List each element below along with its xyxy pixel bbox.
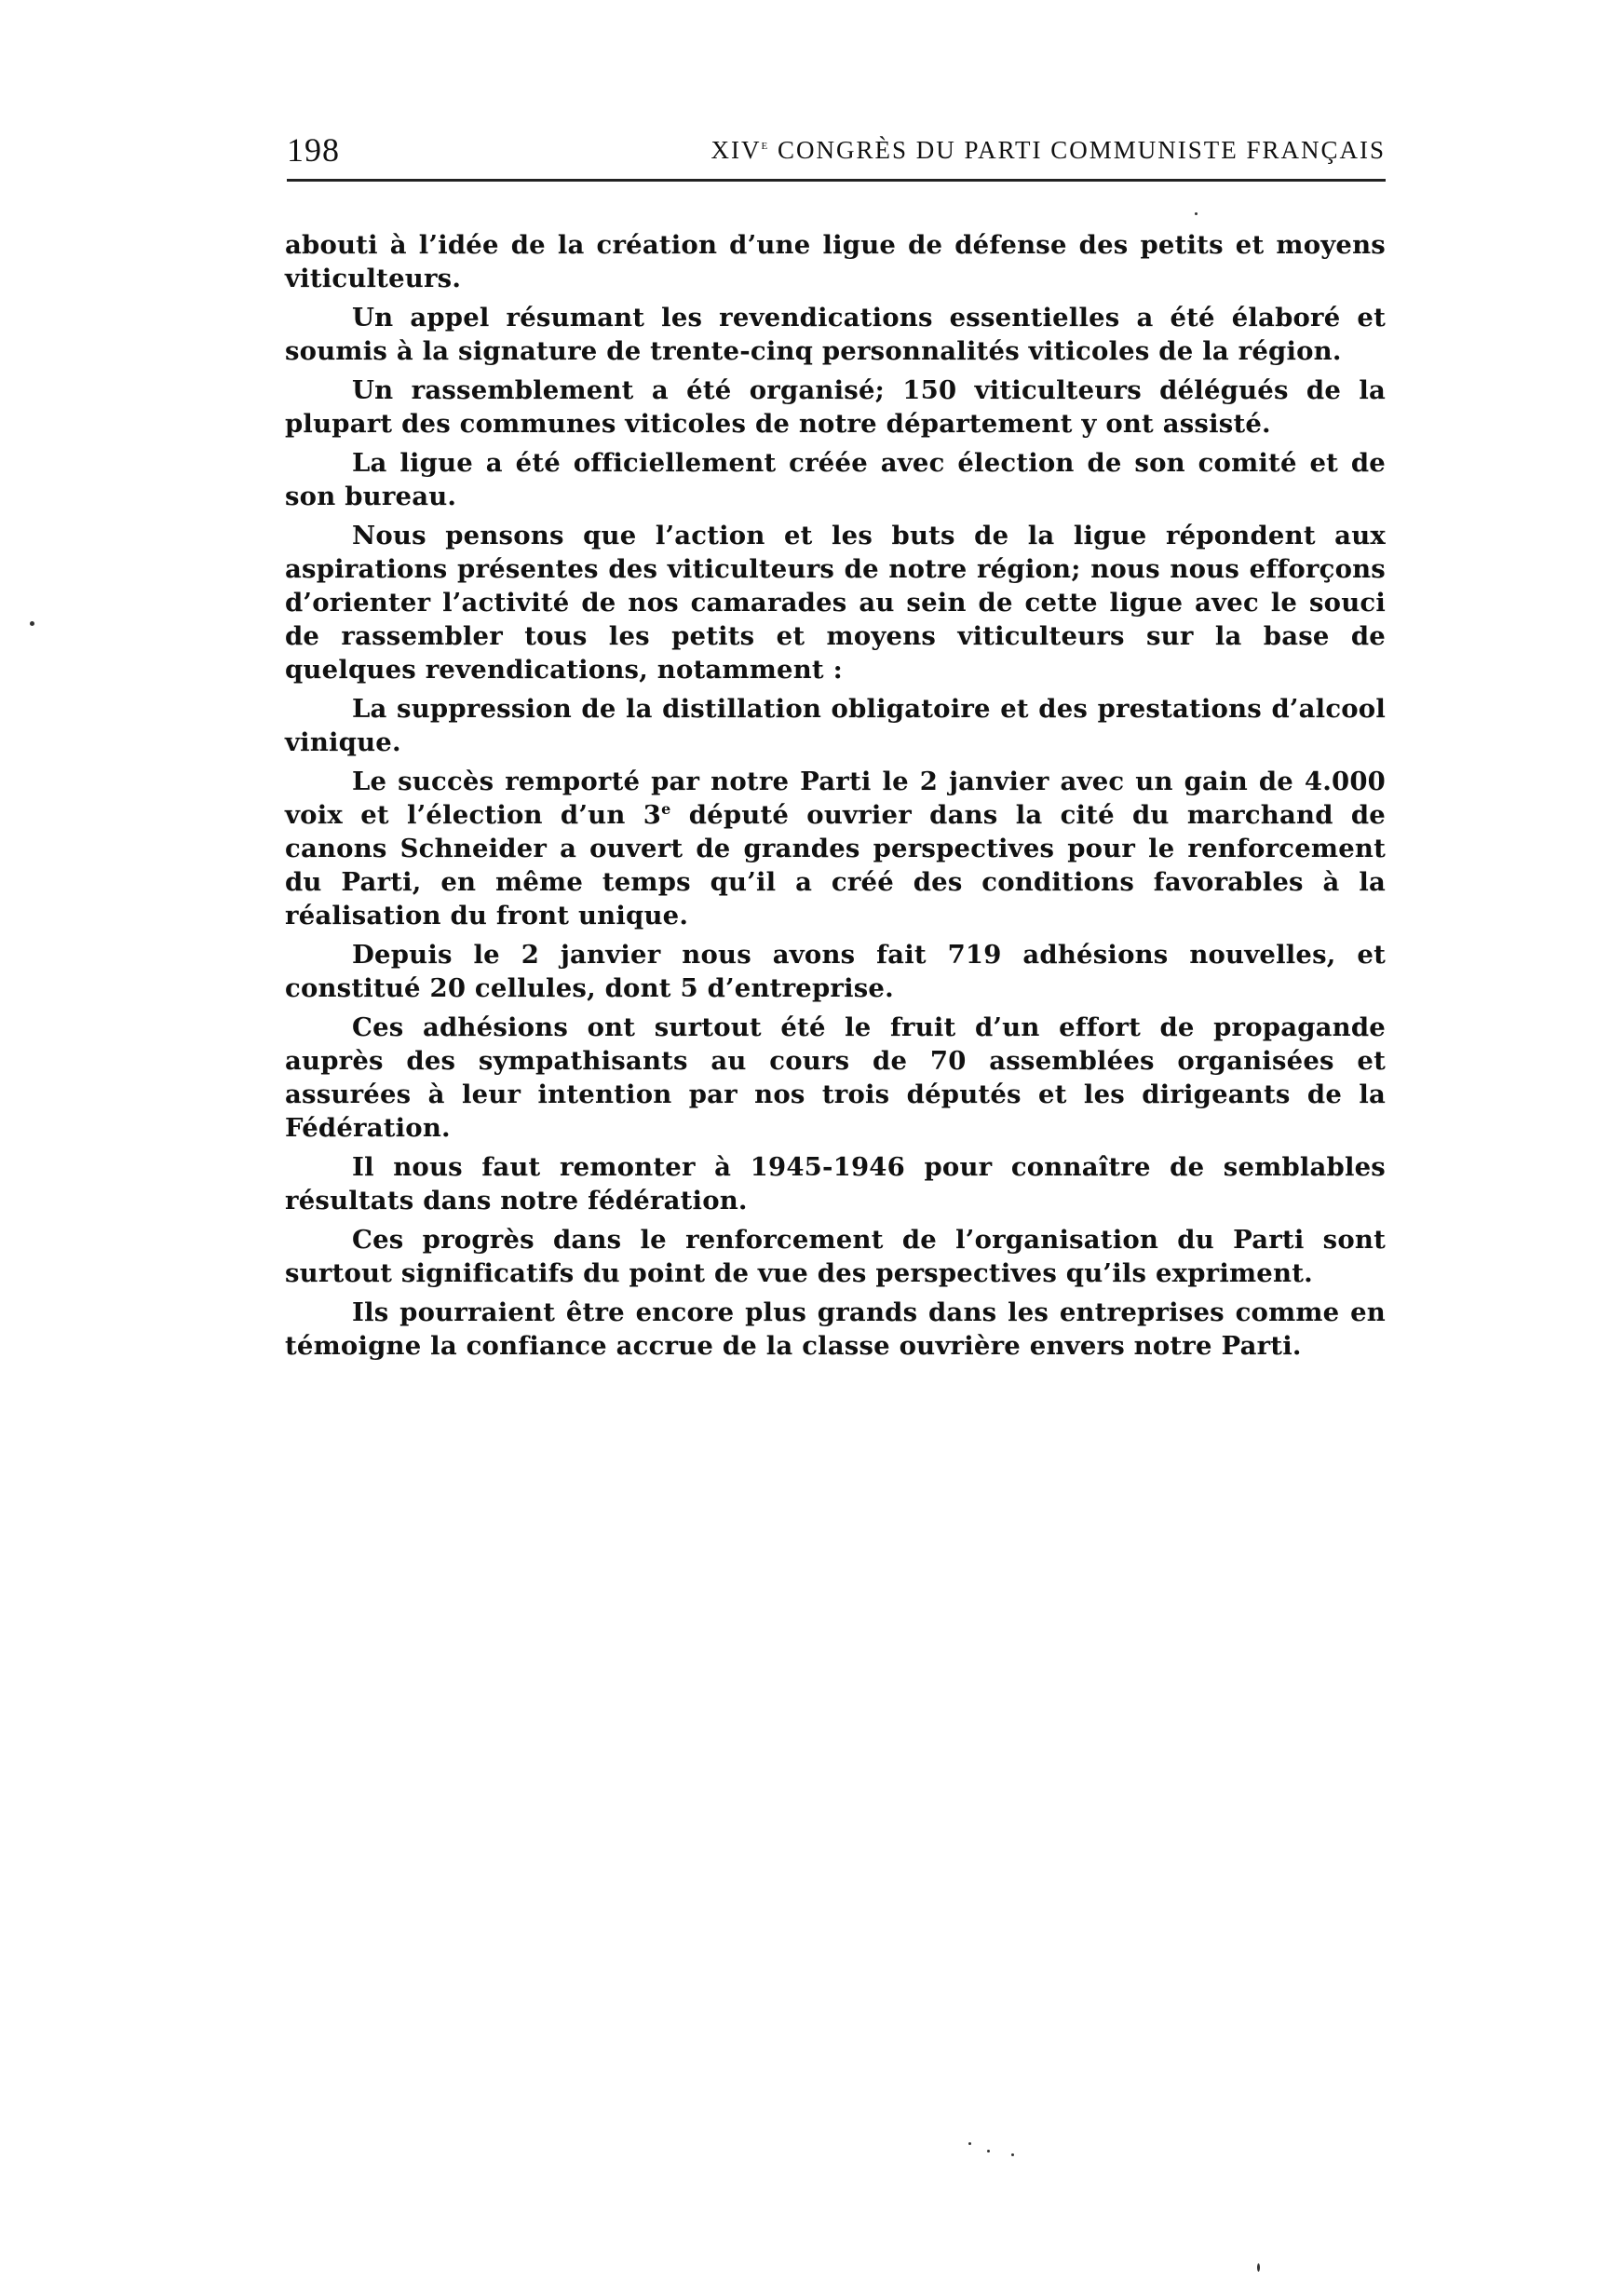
paragraph-part: Le succès remporté par notre Parti le 2 janvier avec un gain de 4.000 voix et l’élection d’un 3 [285,767,1386,830]
running-title-prefix: XIV [710,136,762,164]
paragraph: Ils pourraient être encore plus grands dans les entreprises comme en témoigne la confiance accrue de la classe ouvrière envers notre Parti. [285,1297,1386,1361]
paragraph: Nous pensons que l’action et les buts de la ligue répondent aux aspirations présentes des viticulteurs de notre région; nous nous efforçons d’orienter l’activité de nos camarades au sein de cette ligue avec le souci de rassembler tous les petits et moyens viticulteurs sur la base de quelques revendications, notamment : [285,521,1386,685]
scan-speck [30,621,34,626]
paragraph-part: député ouvrier dans la cité du marchand de canons Schneider a ouvert de grandes perspectives pour le renforcement du Parti, en même temps qu’il a créé des conditions favorables à la réalisation du front unique. [285,800,1386,930]
paragraph: La suppression de la distillation obligatoire et des prestations d’alcool vinique. [285,694,1386,757]
paragraph [285,765,1386,932]
paragraph: Un appel résumant les revendications essentielles a été élaboré et soumis à la signature de trente-cinq personnalités viticoles de la région. [285,303,1386,366]
paragraph: Il nous faut remonter à 1945-1946 pour connaître de semblables résultats dans notre fédération. [285,1152,1386,1215]
page-header [287,123,1386,179]
running-title [711,136,1386,165]
paragraph: Ces progrès dans le renforcement de l’organisation du Parti sont surtout significatifs du point de vue des perspectives qu’ils expriment. [285,1225,1386,1288]
paragraph: Depuis le 2 janvier nous avons fait 719 adhésions nouvelles, et constitué 20 cellules, dont 5 d’entreprise. [285,940,1386,1003]
running-title-superscript: e [761,137,770,153]
scan-speck [1257,2263,1260,2272]
paragraph: Un rassemblement a été organisé; 150 viticulteurs délégués de la plupart des communes viticoles de notre département y ont assisté. [285,375,1386,439]
ordinal-superscript: e [661,799,671,818]
paragraph: La ligue a été officiellement créée avec élection de son comité et de son bureau. [285,448,1386,511]
scan-speck [987,2150,990,2152]
scan-speck [1011,2153,1014,2156]
scan-speck [1195,212,1198,215]
scan-speck [968,2142,971,2145]
running-title-suffix: CONGRÈS DU PARTI COMMUNISTE FRANÇAIS [769,136,1386,164]
paragraph: Ces adhésions ont surtout été le fruit d’un effort de propagande auprès des sympathisants au cours de 70 assemblées organisées et assurées à leur intention par nos trois députés et les dirigeants de la Fédération. [285,1012,1386,1143]
header-rule [287,179,1386,182]
paragraph: abouti à l’idée de la création d’une ligue de défense des petits et moyens viticulteurs. [285,230,1386,293]
page-number: 198 [287,131,340,169]
body-text [285,228,1386,1368]
